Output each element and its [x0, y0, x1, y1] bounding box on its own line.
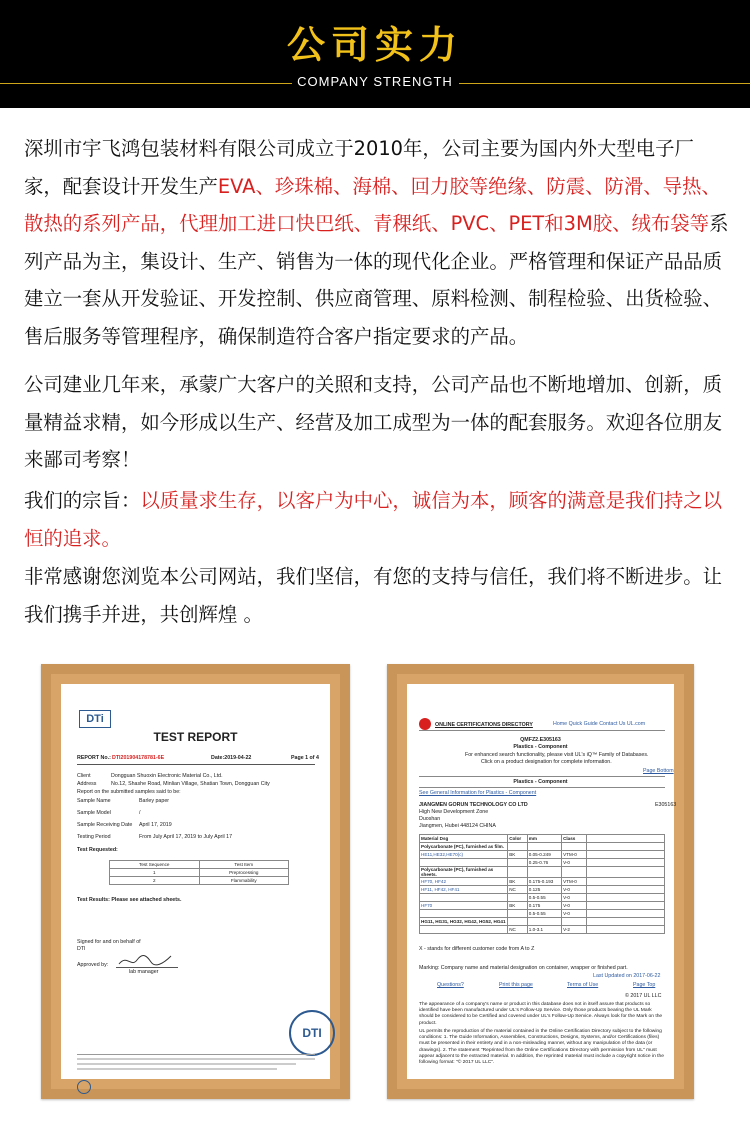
last-updated: Last Updated on 2017-06-22	[593, 973, 661, 979]
class-cell: V-0	[562, 910, 587, 918]
dti-seal: DTI	[289, 1010, 335, 1056]
table-row	[420, 910, 665, 918]
color-cell: NC	[508, 926, 528, 934]
table-row	[420, 851, 665, 859]
table-group-row	[420, 918, 665, 926]
dti-logo: DTi	[79, 710, 111, 728]
dsg-cell: HG11, HG31, HG32, HG42, HG52, HG41	[420, 918, 508, 926]
signed-org: DTI	[77, 946, 86, 952]
see-general-link[interactable]: See General Information for Plastics - Component	[419, 790, 537, 796]
table-group-row	[420, 843, 665, 851]
seq-header: Test Sequence	[110, 861, 200, 869]
category-repeat: Plastics - Component	[513, 779, 568, 785]
company-address-2: Duoshan	[419, 816, 441, 822]
ul-divider	[419, 787, 665, 788]
mm-cell: 0.5-0.55	[527, 894, 561, 902]
color-cell	[508, 867, 528, 878]
signature-line	[116, 967, 178, 968]
terms-link[interactable]: Terms of Use	[567, 982, 599, 988]
color-cell: BK	[508, 902, 528, 910]
dsg-cell: HE11,HE32,HE70(c)	[420, 851, 508, 859]
frame-inner	[51, 674, 340, 1089]
color-cell	[508, 843, 528, 851]
extra-cell	[586, 926, 664, 934]
footer-divider	[77, 1054, 315, 1055]
certificate-frame-test-report	[41, 664, 350, 1099]
report-on-text: Report on the submitted samples said to be:	[77, 789, 181, 795]
extra-cell	[586, 851, 664, 859]
dsg-cell	[420, 894, 508, 902]
receiving-date-value: April 17, 2019	[139, 822, 172, 828]
mission-text: 以质量求生存，以客户为中心，诚信为本，顾客的满意是我们持之以恒的追求。	[24, 489, 723, 550]
address-label: Address	[77, 781, 97, 787]
ul-divider	[419, 730, 665, 731]
mission-paragraph	[24, 482, 729, 557]
sample-name-value: Barley paper	[139, 798, 170, 804]
class-cell	[562, 918, 587, 926]
approved-label: Approved by:	[77, 962, 109, 968]
color-cell: BK	[508, 878, 528, 886]
mm-cell: 0.5-0.55	[527, 910, 561, 918]
dsg-cell: Polycarbonate (PC), furnished as sheets.	[420, 867, 508, 878]
class-cell: V-2	[562, 926, 587, 934]
mm-cell: 0.175	[527, 902, 561, 910]
materials-table	[419, 834, 665, 934]
mm-cell: 0.125	[527, 886, 561, 894]
test-requested-label: Test Requested:	[77, 847, 118, 853]
report-divider	[77, 764, 315, 765]
frame-inner	[397, 674, 684, 1089]
footnote: X - stands for different customer code from A to Z	[419, 946, 535, 952]
mission-label: 我们的宗旨：	[24, 489, 141, 512]
material-header: Material Dsg	[420, 835, 508, 843]
page-subtitle: COMPANY STRENGTH	[297, 74, 453, 89]
header-banner	[0, 0, 750, 108]
thanks-paragraph: 非常感谢您浏览本公司网站，我们坚信，有您的支持与信任，我们将不断进步。让我们携手并进，共创辉煌 。	[24, 565, 723, 626]
mm-cell: 1.0-3.1	[527, 926, 561, 934]
marking-text: Marking: Company name and material designation on container, wrapper or finished part.	[419, 965, 628, 971]
extra-cell	[586, 918, 664, 926]
receiving-date-label: Sample Receiving Date	[77, 822, 133, 828]
ul-logo-icon	[419, 718, 431, 730]
divider-right	[459, 83, 750, 84]
disclaimer-text: The appearance of a company's name or product in this database does not in itself assure that products so identified have been manufactured under UL's Follow-Up Service. Only those products bearing the UL Mark should be considered to be Certified and covered under UL's Follow-Up Service. Always look for the Mark on the product.	[419, 1002, 663, 1026]
ul-directory-document	[407, 684, 677, 1079]
intro-section	[0, 108, 750, 644]
permit-text: UL permits the reproduction of the material contained in the Online Certification Directory subject to the following conditions: 1. The Guide Information, Assemblies, Constructions, Designs, Systems, and/or Certifications (files) must be presented in their entirety and in a non-misleading manner, without any manipulation of the data (or drawings). 2. The statement "Reprinted from the Online Certifications Directory with permission from UL" must appear adjacent to the extracted material. In addition, the reprinted material must include a copyright notice in the following format: "© 2017 UL LLC".	[419, 1029, 664, 1066]
report-no-label: REPORT No.:	[77, 755, 111, 761]
table-row	[420, 902, 665, 910]
copyright: © 2017 UL LLC	[625, 993, 662, 999]
class-cell: V-0	[562, 859, 587, 867]
extra-cell	[586, 910, 664, 918]
certificate-frame-ul	[387, 664, 694, 1099]
mm-header: mm	[527, 835, 561, 843]
table-row	[420, 886, 665, 894]
file-number: E305163	[655, 802, 677, 808]
print-link[interactable]: Print this page	[499, 982, 533, 988]
extra-cell	[586, 859, 664, 867]
company-address-1: High New Development Zone	[419, 809, 489, 815]
dsg-cell	[420, 910, 508, 918]
dsg-cell	[420, 926, 508, 934]
extra-cell	[586, 867, 664, 878]
class-cell: VTM-0	[562, 878, 587, 886]
company-name: JIANGMEN GORUN TECHNOLOGY CO LTD	[419, 802, 528, 808]
intro-text: 系列产品为主，集设计、生产、销售为一体的现代化企业。严格管理和保证产品品质建立一套从开发验证、开发控制、供应商管理、原料检测、制程检验、出货检验、售后服务等管理程序，确保制造符合客户指定要求的产品。	[24, 212, 729, 348]
sample-model-value: /	[139, 810, 141, 816]
mm-cell: 0.175-0.193	[527, 878, 561, 886]
class-cell: V-0	[562, 902, 587, 910]
dsg-cell: HF70, HF42	[420, 878, 508, 886]
lab-manager-label: lab manager	[129, 969, 159, 975]
extra-cell	[586, 843, 664, 851]
client-label: Client	[77, 773, 91, 779]
intro-text: 深圳市宇飞鸿包装材料有限公司成立于2010年，公司主要为国内外大型电子厂家，配套设计开发生产	[24, 137, 694, 198]
ul-heading: ONLINE CERTIFICATIONS DIRECTORY	[435, 722, 533, 728]
file-code: QMFZ2.E305163	[520, 737, 561, 743]
sample-model-label: Sample Model	[77, 810, 111, 816]
page-bottom-link[interactable]: Page Bottom	[643, 768, 674, 774]
dsg-cell: HF70	[420, 902, 508, 910]
class-cell	[562, 867, 587, 878]
intro-paragraph-2: 公司建业几年来，承蒙广大客户的关照和支持，公司产品也不断地增加、创新，质量精益求精，如今形成以生产、经营及加工成型为一体的配套服务。欢迎各位朋友来鄙司考察！	[24, 373, 723, 471]
page-top-link[interactable]: Page Top	[633, 982, 656, 988]
extra-cell	[586, 878, 664, 886]
report-date: Date:2019-04-22	[211, 755, 252, 761]
table-row	[420, 859, 665, 867]
mm-cell	[527, 843, 561, 851]
class-header: Class	[562, 835, 587, 843]
class-cell: VTM-0	[562, 851, 587, 859]
mm-cell	[527, 918, 561, 926]
company-address-3: Jiangmen, Hubei 448124 CHINA	[419, 823, 496, 829]
color-cell: NC	[508, 886, 528, 894]
ul-divider	[419, 776, 665, 777]
table-row	[420, 878, 665, 886]
table-row	[420, 894, 665, 902]
color-cell: BK	[508, 851, 528, 859]
extra-cell	[586, 902, 664, 910]
table-row	[110, 877, 289, 885]
intro-paragraph-1	[24, 130, 729, 355]
mm-cell	[527, 867, 561, 878]
dsg-cell: Polycarbonate (PC), furnished as film.	[420, 843, 508, 851]
address-value: No.12, Shashe Road, Minlian Village, Shatian Town, Dongguan City	[111, 781, 270, 787]
extra-cell	[586, 894, 664, 902]
table-row	[110, 861, 289, 869]
report-title: TEST REPORT	[153, 730, 238, 744]
tests-table	[109, 860, 289, 885]
dsg-cell: HF11, HF42, HF41	[420, 886, 508, 894]
page-title: 公司实力	[286, 23, 463, 67]
color-cell	[508, 910, 528, 918]
color-header: Color	[508, 835, 528, 843]
testing-period-value: From July April 17, 2019 to July April 17	[139, 834, 233, 840]
ul-nav: Home Quick Guide Contact Us UL.com	[553, 721, 646, 727]
color-cell	[508, 859, 528, 867]
item-cell: Flammability	[199, 877, 289, 885]
dsg-cell	[420, 859, 508, 867]
item-header: Test Item	[199, 861, 289, 869]
signed-label: Signed for and on behalf of	[77, 939, 141, 945]
table-group-row	[420, 867, 665, 878]
seq-cell: 1	[110, 869, 200, 877]
footer-logo-icon	[77, 1080, 91, 1094]
test-results: Test Results: Please see attached sheets.	[77, 897, 182, 903]
table-row	[420, 926, 665, 934]
table-row	[420, 835, 665, 843]
signature-icon	[117, 952, 173, 968]
materials-body	[420, 843, 665, 934]
test-report-document	[61, 684, 330, 1079]
category: Plastics - Component	[513, 744, 568, 750]
mm-cell: 0.05-0.249	[527, 851, 561, 859]
class-cell	[562, 843, 587, 851]
sample-name-label: Sample Name	[77, 798, 111, 804]
seq-cell: 2	[110, 877, 200, 885]
extra-cell	[586, 886, 664, 894]
subtitle-row	[0, 74, 750, 94]
mm-cell: 0.25-0.76	[527, 859, 561, 867]
item-cell: Preprocessing	[199, 869, 289, 877]
table-row	[110, 869, 289, 877]
report-page: Page 1 of 4	[291, 755, 319, 761]
class-cell: V-0	[562, 886, 587, 894]
color-cell	[508, 894, 528, 902]
class-cell: V-0	[562, 894, 587, 902]
client-value: Dongguan Shuoxin Electronic Material Co., Ltd.	[111, 773, 223, 779]
intro-highlight: EVA、珍珠棉、海棉、回力胶等绝缘、防震、防滑、导热、散热的系列产品，代理加工进口快巴纸、青稞纸、PVC、PET和3M胶、绒布袋等	[24, 174, 721, 235]
color-cell	[508, 918, 528, 926]
extra-cell	[586, 835, 664, 843]
testing-period-label: Testing Period	[77, 834, 111, 840]
enhanced-text: For enhanced search functionality, please visit UL's iQ™ Family of Databases.	[465, 752, 649, 758]
questions-link[interactable]: Questions?	[437, 982, 464, 988]
report-no: DTI201904178781-6E	[112, 755, 165, 761]
footer-fineprint	[77, 1058, 315, 1078]
click-text: Click on a product designation for complete information.	[481, 759, 612, 765]
